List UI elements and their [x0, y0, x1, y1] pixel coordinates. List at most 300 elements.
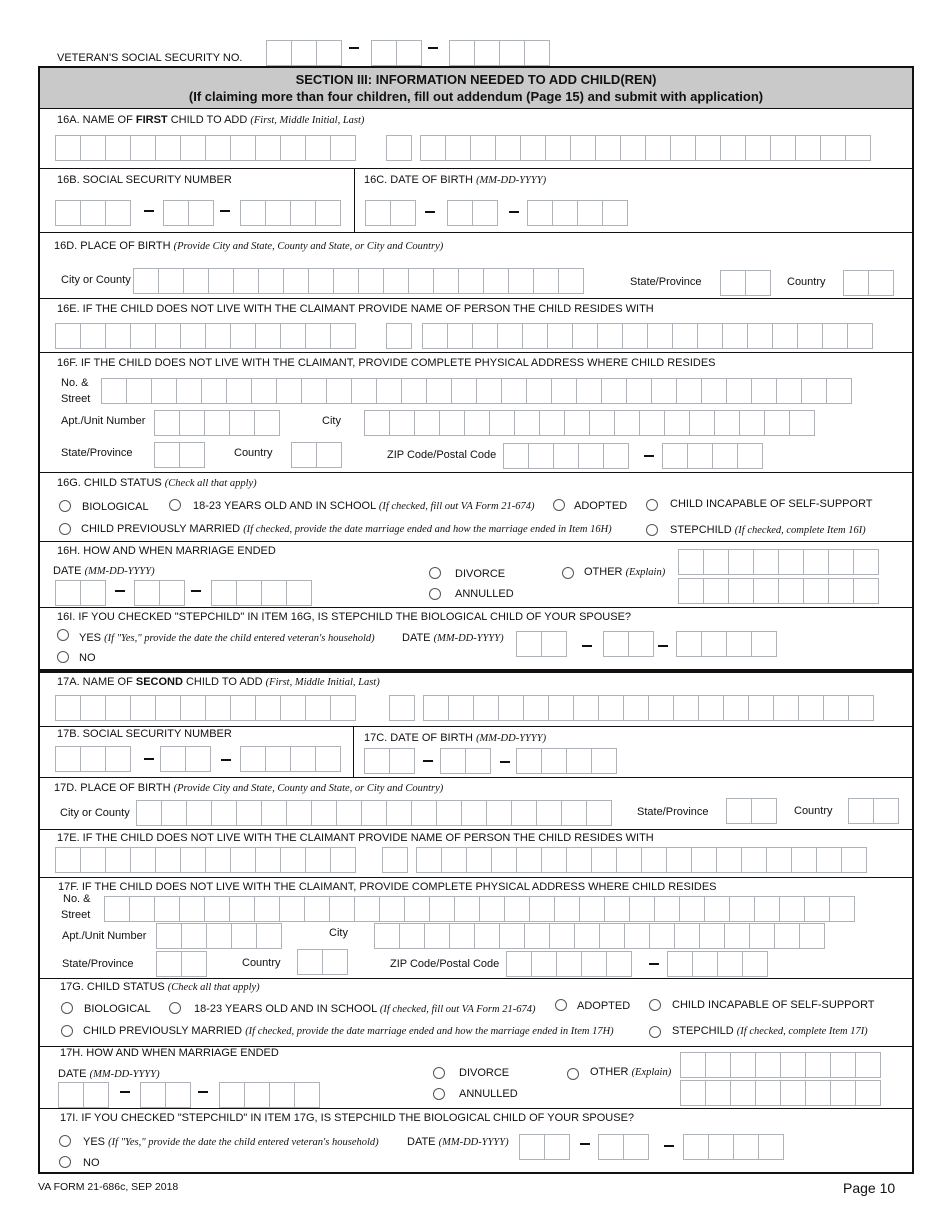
char-box[interactable] [80, 695, 106, 721]
char-box[interactable] [155, 695, 181, 721]
char-box-row[interactable] [101, 378, 851, 404]
char-box[interactable] [651, 378, 677, 404]
char-box-row[interactable] [154, 410, 279, 436]
char-box[interactable] [829, 896, 855, 922]
char-box[interactable] [753, 549, 779, 575]
char-box[interactable] [745, 270, 771, 296]
char-box[interactable] [133, 268, 159, 294]
char-box[interactable] [451, 378, 477, 404]
char-box-row[interactable] [140, 1082, 190, 1108]
char-box[interactable] [80, 847, 106, 873]
char-box[interactable] [101, 378, 127, 404]
char-box[interactable] [254, 896, 280, 922]
char-box[interactable] [130, 135, 156, 161]
char-box-row[interactable] [55, 200, 130, 226]
char-box[interactable] [797, 323, 823, 349]
char-box[interactable] [266, 40, 292, 66]
char-box[interactable] [491, 847, 517, 873]
char-box[interactable] [155, 847, 181, 873]
char-box-row[interactable] [297, 949, 347, 975]
char-box[interactable] [229, 896, 255, 922]
char-box-row[interactable] [266, 40, 341, 66]
char-box[interactable] [230, 695, 256, 721]
char-box[interactable] [564, 410, 590, 436]
char-box[interactable] [766, 847, 792, 873]
char-box[interactable] [544, 1134, 570, 1160]
char-box[interactable] [255, 323, 281, 349]
char-box[interactable] [276, 378, 302, 404]
char-box-row[interactable] [55, 746, 130, 772]
char-box[interactable] [547, 323, 573, 349]
char-box-row[interactable] [389, 695, 414, 721]
char-box[interactable] [154, 410, 180, 436]
child-2-divorce-radio[interactable] [433, 1067, 445, 1079]
char-box[interactable] [692, 951, 718, 977]
char-box[interactable] [703, 578, 729, 604]
char-box[interactable] [848, 798, 874, 824]
char-box[interactable] [383, 268, 409, 294]
char-box[interactable] [641, 847, 667, 873]
char-box[interactable] [629, 896, 655, 922]
char-box[interactable] [205, 847, 231, 873]
char-box[interactable] [474, 923, 500, 949]
char-box[interactable] [519, 1134, 545, 1160]
char-box[interactable] [516, 631, 542, 657]
char-box[interactable] [280, 323, 306, 349]
char-box[interactable] [676, 631, 702, 657]
char-box[interactable] [280, 695, 306, 721]
char-box[interactable] [489, 410, 515, 436]
char-box[interactable] [364, 748, 390, 774]
char-box[interactable] [470, 135, 496, 161]
char-box[interactable] [55, 135, 81, 161]
char-box[interactable] [776, 378, 802, 404]
char-box[interactable] [351, 378, 377, 404]
char-box[interactable] [624, 923, 650, 949]
char-box[interactable] [205, 135, 231, 161]
char-box[interactable] [778, 578, 804, 604]
char-box[interactable] [779, 896, 805, 922]
char-box[interactable] [240, 200, 266, 226]
char-box[interactable] [664, 410, 690, 436]
char-box[interactable] [764, 410, 790, 436]
char-box-row[interactable] [527, 200, 627, 226]
char-box[interactable] [233, 268, 259, 294]
char-box[interactable] [179, 896, 205, 922]
char-box[interactable] [514, 410, 540, 436]
char-box[interactable] [828, 549, 854, 575]
char-box[interactable] [680, 1080, 706, 1106]
char-box-row[interactable] [422, 323, 872, 349]
char-box[interactable] [679, 896, 705, 922]
char-box[interactable] [726, 798, 752, 824]
char-box[interactable] [294, 1082, 320, 1108]
char-box[interactable] [386, 323, 412, 349]
char-box[interactable] [151, 378, 177, 404]
char-box[interactable] [155, 323, 181, 349]
char-box[interactable] [230, 323, 256, 349]
child-1-step-no-radio[interactable] [57, 651, 69, 663]
char-box[interactable] [416, 847, 442, 873]
child-1-annulled-radio[interactable] [429, 588, 441, 600]
char-box[interactable] [820, 135, 846, 161]
char-box[interactable] [80, 200, 106, 226]
char-box[interactable] [180, 695, 206, 721]
char-box[interactable] [701, 631, 727, 657]
char-box[interactable] [365, 200, 391, 226]
char-box[interactable] [708, 1134, 734, 1160]
char-box[interactable] [231, 923, 257, 949]
char-box[interactable] [672, 323, 698, 349]
char-box[interactable] [539, 410, 565, 436]
char-box[interactable] [291, 40, 317, 66]
char-box[interactable] [683, 1134, 709, 1160]
char-box[interactable] [751, 631, 777, 657]
char-box[interactable] [604, 896, 630, 922]
child-2-prev-married-radio[interactable] [61, 1025, 73, 1037]
char-box[interactable] [390, 200, 416, 226]
char-box-row[interactable] [371, 40, 421, 66]
char-box[interactable] [528, 443, 554, 469]
char-box[interactable] [855, 1080, 881, 1106]
char-box[interactable] [449, 923, 475, 949]
char-box[interactable] [616, 847, 642, 873]
char-box[interactable] [283, 268, 309, 294]
char-box[interactable] [561, 800, 587, 826]
char-box-row[interactable] [55, 847, 355, 873]
char-box[interactable] [330, 847, 356, 873]
char-box[interactable] [552, 200, 578, 226]
char-box[interactable] [130, 695, 156, 721]
char-box[interactable] [754, 896, 780, 922]
char-box[interactable] [623, 1134, 649, 1160]
char-box[interactable] [440, 748, 466, 774]
char-box[interactable] [855, 1052, 881, 1078]
char-box[interactable] [423, 695, 449, 721]
char-box-row[interactable] [136, 800, 611, 826]
char-box-row[interactable] [240, 746, 340, 772]
char-box[interactable] [104, 896, 130, 922]
char-box-row[interactable] [364, 410, 814, 436]
char-box[interactable] [822, 323, 848, 349]
char-box[interactable] [720, 135, 746, 161]
char-box[interactable] [598, 695, 624, 721]
char-box[interactable] [436, 800, 462, 826]
char-box[interactable] [645, 135, 671, 161]
char-box[interactable] [701, 378, 727, 404]
char-box[interactable] [511, 800, 537, 826]
char-box[interactable] [305, 323, 331, 349]
char-box[interactable] [828, 578, 854, 604]
char-box[interactable] [105, 746, 131, 772]
char-box-row[interactable] [240, 200, 340, 226]
char-box[interactable] [628, 631, 654, 657]
char-box[interactable] [449, 40, 475, 66]
char-box[interactable] [674, 923, 700, 949]
child-2-adopted-radio[interactable] [555, 999, 567, 1011]
char-box[interactable] [614, 410, 640, 436]
char-box-row[interactable] [516, 748, 616, 774]
char-box[interactable] [666, 847, 692, 873]
char-box[interactable] [206, 923, 232, 949]
char-box[interactable] [305, 847, 331, 873]
char-box[interactable] [154, 896, 180, 922]
char-box[interactable] [501, 378, 527, 404]
char-box[interactable] [130, 847, 156, 873]
char-box[interactable] [556, 951, 582, 977]
char-box-row[interactable] [365, 200, 415, 226]
child-1-step-yes-radio[interactable] [57, 629, 69, 641]
char-box[interactable] [315, 746, 341, 772]
char-box[interactable] [654, 896, 680, 922]
char-box[interactable] [841, 847, 867, 873]
char-box[interactable] [466, 847, 492, 873]
char-box[interactable] [691, 847, 717, 873]
char-box[interactable] [603, 631, 629, 657]
char-box[interactable] [751, 798, 777, 824]
char-box[interactable] [741, 847, 767, 873]
char-box[interactable] [286, 800, 312, 826]
char-box[interactable] [733, 1134, 759, 1160]
char-box[interactable] [290, 746, 316, 772]
char-box[interactable] [697, 323, 723, 349]
char-box-row[interactable] [848, 798, 898, 824]
char-box[interactable] [188, 200, 214, 226]
char-box[interactable] [251, 378, 277, 404]
char-box[interactable] [161, 800, 187, 826]
char-box[interactable] [83, 1082, 109, 1108]
char-box-row[interactable] [676, 631, 776, 657]
char-box[interactable] [354, 896, 380, 922]
char-box[interactable] [703, 549, 729, 575]
char-box[interactable] [805, 1052, 831, 1078]
char-box[interactable] [386, 135, 412, 161]
char-box-row[interactable] [678, 578, 878, 604]
char-box[interactable] [219, 1082, 245, 1108]
char-box[interactable] [371, 40, 397, 66]
char-box[interactable] [254, 410, 280, 436]
char-box-row[interactable] [364, 748, 414, 774]
char-box[interactable] [465, 748, 491, 774]
char-box[interactable] [55, 323, 81, 349]
char-box[interactable] [439, 410, 465, 436]
char-box[interactable] [201, 378, 227, 404]
char-box[interactable] [830, 1080, 856, 1106]
char-box[interactable] [55, 580, 81, 606]
char-box-row[interactable] [447, 200, 497, 226]
char-box[interactable] [728, 578, 754, 604]
char-box[interactable] [670, 135, 696, 161]
char-box[interactable] [726, 378, 752, 404]
char-box-row[interactable] [134, 580, 184, 606]
char-box[interactable] [472, 200, 498, 226]
char-box[interactable] [205, 323, 231, 349]
char-box[interactable] [447, 323, 473, 349]
char-box[interactable] [156, 923, 182, 949]
char-box[interactable] [255, 135, 281, 161]
char-box[interactable] [730, 1052, 756, 1078]
char-box[interactable] [474, 40, 500, 66]
char-box[interactable] [230, 135, 256, 161]
char-box[interactable] [255, 847, 281, 873]
char-box[interactable] [261, 800, 287, 826]
char-box[interactable] [680, 1052, 706, 1078]
char-box[interactable] [572, 323, 598, 349]
char-box[interactable] [386, 800, 412, 826]
char-box[interactable] [687, 443, 713, 469]
char-box[interactable] [448, 695, 474, 721]
char-box[interactable] [389, 410, 415, 436]
char-box[interactable] [315, 200, 341, 226]
char-box[interactable] [308, 268, 334, 294]
char-box[interactable] [789, 410, 815, 436]
char-box[interactable] [541, 631, 567, 657]
char-box[interactable] [742, 951, 768, 977]
char-box[interactable] [486, 800, 512, 826]
char-box[interactable] [589, 410, 615, 436]
char-box[interactable] [261, 580, 287, 606]
char-box-row[interactable] [211, 580, 311, 606]
char-box[interactable] [322, 949, 348, 975]
char-box-row[interactable] [680, 1080, 880, 1106]
char-box[interactable] [749, 923, 775, 949]
child-1-biological-radio[interactable] [59, 500, 71, 512]
char-box[interactable] [780, 1052, 806, 1078]
char-box[interactable] [208, 268, 234, 294]
char-box[interactable] [801, 378, 827, 404]
char-box[interactable] [497, 323, 523, 349]
char-box[interactable] [165, 1082, 191, 1108]
char-box[interactable] [130, 323, 156, 349]
char-box-row[interactable] [503, 443, 628, 469]
char-box[interactable] [58, 1082, 84, 1108]
char-box[interactable] [159, 580, 185, 606]
char-box[interactable] [311, 800, 337, 826]
char-box[interactable] [730, 1080, 756, 1106]
char-box-row[interactable] [843, 270, 893, 296]
char-box[interactable] [329, 896, 355, 922]
child-1-incapable-radio[interactable] [646, 499, 658, 511]
char-box[interactable] [772, 323, 798, 349]
char-box[interactable] [673, 695, 699, 721]
char-box[interactable] [236, 580, 262, 606]
char-box[interactable] [55, 746, 81, 772]
char-box-row[interactable] [519, 1134, 569, 1160]
char-box[interactable] [256, 923, 282, 949]
char-box[interactable] [316, 442, 342, 468]
char-box[interactable] [751, 378, 777, 404]
char-box[interactable] [529, 896, 555, 922]
char-box[interactable] [816, 847, 842, 873]
char-box[interactable] [778, 549, 804, 575]
char-box[interactable] [330, 695, 356, 721]
char-box[interactable] [545, 135, 571, 161]
char-box-row[interactable] [55, 580, 105, 606]
char-box[interactable] [823, 695, 849, 721]
char-box[interactable] [847, 323, 873, 349]
char-box-row[interactable] [420, 135, 870, 161]
char-box-row[interactable] [382, 847, 407, 873]
char-box[interactable] [382, 847, 408, 873]
char-box-row[interactable] [55, 135, 355, 161]
char-box[interactable] [240, 746, 266, 772]
char-box[interactable] [843, 270, 869, 296]
char-box[interactable] [755, 1080, 781, 1106]
char-box[interactable] [601, 378, 627, 404]
char-box[interactable] [244, 1082, 270, 1108]
char-box[interactable] [689, 410, 715, 436]
char-box[interactable] [205, 695, 231, 721]
char-box[interactable] [399, 923, 425, 949]
char-box-row[interactable] [291, 442, 341, 468]
char-box[interactable] [533, 268, 559, 294]
char-box-row[interactable] [58, 1082, 108, 1108]
char-box[interactable] [204, 410, 230, 436]
char-box[interactable] [662, 443, 688, 469]
char-box[interactable] [408, 268, 434, 294]
char-box[interactable] [279, 896, 305, 922]
child-1-stepchild-radio[interactable] [646, 524, 658, 536]
char-box[interactable] [183, 268, 209, 294]
char-box[interactable] [134, 580, 160, 606]
child-2-annulled-radio[interactable] [433, 1088, 445, 1100]
char-box[interactable] [420, 135, 446, 161]
char-box[interactable] [516, 748, 542, 774]
char-box[interactable] [698, 695, 724, 721]
char-box[interactable] [358, 268, 384, 294]
char-box[interactable] [549, 923, 575, 949]
char-box[interactable] [211, 800, 237, 826]
char-box-row[interactable] [667, 951, 767, 977]
char-box[interactable] [330, 323, 356, 349]
char-box-row[interactable] [662, 443, 762, 469]
char-box[interactable] [566, 847, 592, 873]
child-2-biological-radio[interactable] [61, 1002, 73, 1014]
char-box[interactable] [780, 1080, 806, 1106]
char-box[interactable] [461, 800, 487, 826]
char-box[interactable] [705, 1052, 731, 1078]
char-box[interactable] [581, 951, 607, 977]
char-box[interactable] [602, 200, 628, 226]
char-box[interactable] [704, 896, 730, 922]
char-box-row[interactable] [440, 748, 490, 774]
char-box[interactable] [433, 268, 459, 294]
char-box[interactable] [848, 695, 874, 721]
char-box[interactable] [586, 800, 612, 826]
char-box[interactable] [726, 631, 752, 657]
char-box[interactable] [140, 1082, 166, 1108]
char-box[interactable] [747, 323, 773, 349]
char-box[interactable] [714, 410, 740, 436]
child-1-prev-married-radio[interactable] [59, 523, 71, 535]
char-box[interactable] [376, 378, 402, 404]
char-box[interactable] [536, 800, 562, 826]
char-box[interactable] [304, 896, 330, 922]
char-box[interactable] [531, 951, 557, 977]
char-box[interactable] [330, 135, 356, 161]
char-box[interactable] [155, 135, 181, 161]
char-box[interactable] [379, 896, 405, 922]
char-box-row[interactable] [720, 270, 770, 296]
char-box[interactable] [508, 268, 534, 294]
char-box[interactable] [695, 135, 721, 161]
char-box[interactable] [464, 410, 490, 436]
char-box-row[interactable] [506, 951, 631, 977]
char-box[interactable] [499, 40, 525, 66]
char-box[interactable] [389, 695, 415, 721]
char-box[interactable] [626, 378, 652, 404]
char-box-row[interactable] [156, 951, 206, 977]
